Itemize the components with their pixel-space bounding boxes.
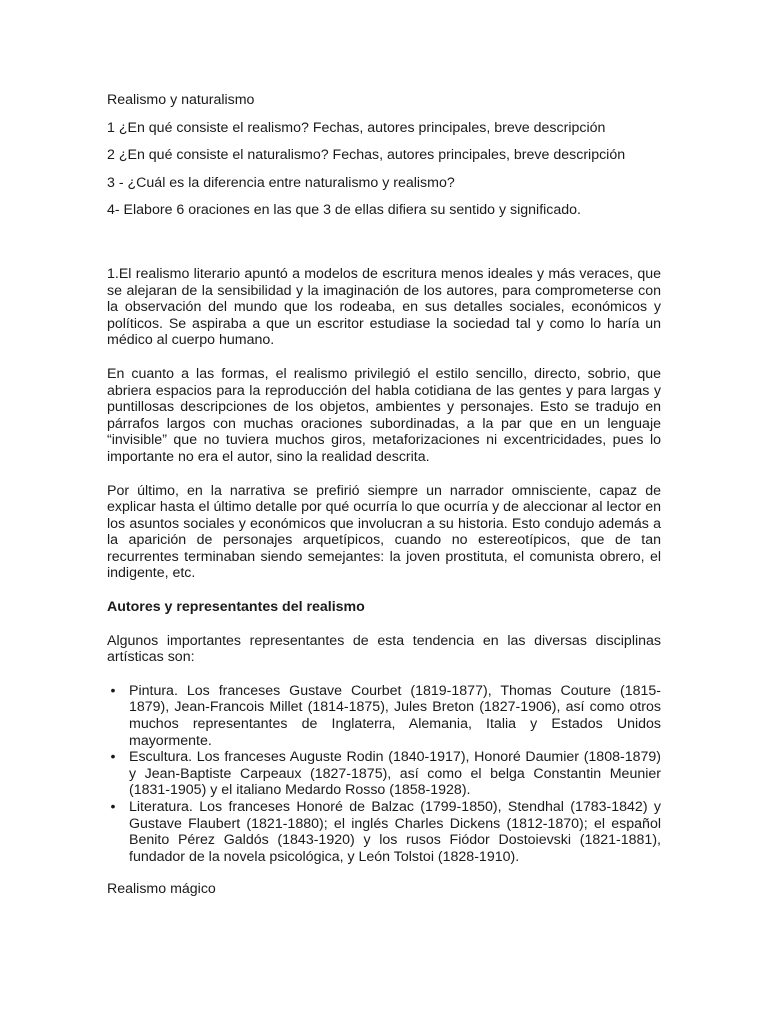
intro-paragraph: Algunos importantes representantes de esta tendencia en las diversas disciplinas artísticas son: (107, 632, 661, 666)
paragraph-3: Por último, en la narrativa se prefirió siempre un narrador omnisciente, capaz de explicar hasta el último detalle por qué ocurría lo que ocurría y de aleccionar al lector en los asuntos sociales y económicos que involucran a su historia. Esto condujo además a la aparición de personajes arquetípicos, cuando no estereotípicos, que de tan recurrentes terminaban siendo semejantes: la joven prostituta, el comunista obrero, el indigente, etc. (107, 482, 661, 582)
document-title: Realismo y naturalismo (107, 92, 255, 108)
paragraph-2: En cuanto a las formas, el realismo privilegió el estilo sencillo, directo, sobrio, que abriera espacios para la reproducción del habla cotidiana de las gentes y para largas y puntillosas descripciones de los objetos, ambientes y personajes. Esto se tradujo en párrafos largos con muchas oraciones subordinadas, a la par que en un lenguaje “invisible” que no tuviera muchos giros, metaforizaciones ni excentricidades, pues lo importante no era el autor, sino la realidad descrita. (107, 365, 661, 465)
section-heading: Autores y representantes del realismo (107, 599, 365, 616)
list-item-text: Pintura. Los franceses Gustave Courbet (1819-1877), Thomas Couture (1815-1879), Jean-Francois Millet (1814-1875), Jules Breton (1827-1906), así como otros muchos representantes de Inglaterra, Alemania, Italia y Estados Unidos mayormente. (129, 682, 661, 749)
question-4: 4- Elabore 6 oraciones en las que 3 de ellas difiera su sentido y significado. (107, 202, 581, 219)
section-spacer (107, 230, 661, 266)
representatives-list (107, 683, 661, 866)
list-item-text: Escultura. Los franceses Auguste Rodin (1840-1917), Honoré Daumier (1808-1879) y Jean-Baptiste Carpeaux (1827-1875), así como el belga Constantin Meunier (1831-1905) y el italiano Medardo Rosso (1858-1928). (129, 749, 661, 799)
list-item-text: Literatura. Los franceses Honoré de Balzac (1799-1850), Stendhal (1783-1842) y Gustave Flaubert (1821-1880); el inglés Charles Dickens (1812-1870); el español Benito Pérez Galdós (1843-1920) y los rusos Fiódor Dostoievski (1821-1881), fundador de la novela psicológica, y León Tolstoi (1828-1910). (129, 799, 661, 865)
next-section-heading: Realismo mágico (107, 881, 216, 898)
question-2: 2 ¿En qué consiste el naturalismo? Fechas, autores principales, breve descripción (107, 147, 626, 164)
list-item (110, 799, 661, 865)
paragraph-1: 1.El realismo literario apuntó a modelos de escritura menos ideales y más veraces, que se alejaran de la sensibilidad y la imaginación de los autores, para comprometerse con la observación del mundo que los rodeaba, en sus detalles sociales, económicos y políticos. Se aspiraba a que un escritor estudiase la sociedad tal y como lo haría un médico al cuerpo humano. (107, 265, 661, 349)
list-item (110, 682, 661, 749)
bullet-icon: • (110, 799, 116, 815)
list-item (110, 749, 661, 799)
bullet-icon: • (110, 749, 116, 766)
document-page (107, 92, 661, 898)
bullet-icon: • (110, 682, 116, 699)
question-3: 3 - ¿Cuál es la diferencia entre naturalismo y realismo? (107, 174, 455, 191)
question-1: 1 ¿En qué consiste el realismo? Fechas, autores principales, breve descripción (107, 119, 606, 136)
